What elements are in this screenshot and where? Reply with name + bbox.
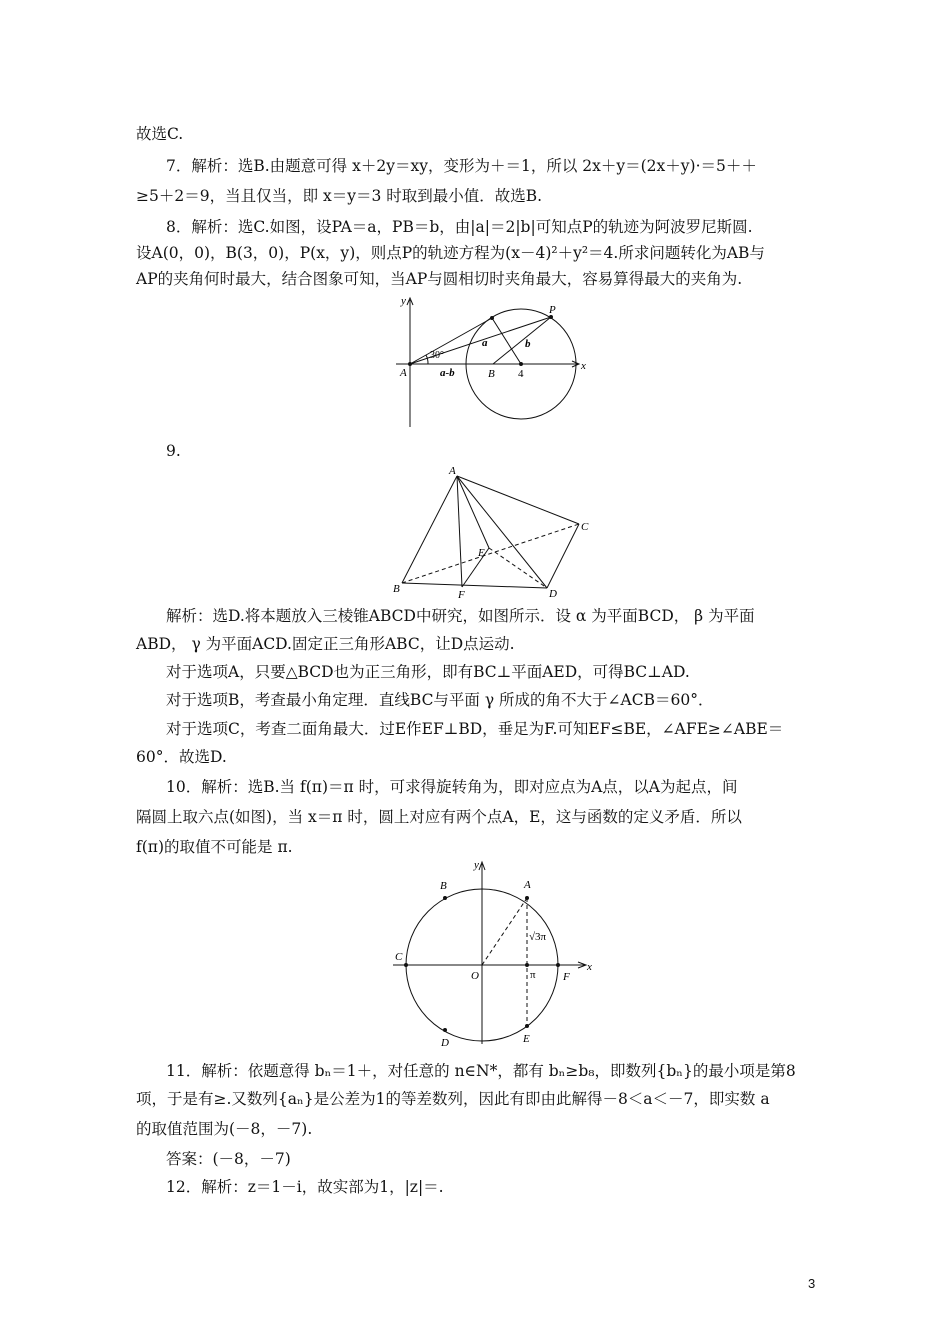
label-b: B	[488, 368, 495, 380]
vector-amb-label: a-b	[440, 367, 455, 379]
edge-bd	[402, 583, 547, 588]
apollonius-circle-figure	[390, 290, 600, 435]
text-line: 10．解析：选B.当 f(π)＝π 时，可求得旋转角为，即对应点为A点，以A为起点，间	[166, 778, 738, 796]
text-line: ABD， γ 为平面ACD.固定正三角形ABC，让D点运动.	[136, 635, 515, 653]
text-line: 对于选项A，只要△BCD也为正三角形，即有BC⊥平面AED，可得BC⊥AD.	[166, 663, 690, 681]
text-line: 9.	[166, 442, 181, 460]
segment-pb	[493, 317, 551, 364]
point-a	[408, 362, 412, 366]
x-label: x	[587, 961, 592, 973]
label-e: E	[523, 1033, 530, 1045]
label-p: P	[549, 304, 556, 316]
angle-label: 30°	[430, 350, 444, 361]
angle-arc	[426, 355, 428, 364]
unit-circle-figure	[390, 858, 600, 1050]
vector-b-label: b	[525, 338, 531, 350]
text-line: f(π)的取值不可能是 π.	[136, 838, 293, 856]
text-line: 11．解析：依题意得 bₙ＝1＋，对任意的 n∈N*，都有 bₙ≥b₈，即数列{bₙ}的最小项是第8	[166, 1062, 796, 1080]
point-f: F	[458, 589, 465, 600]
tetrahedron-figure	[390, 460, 600, 600]
label-sqrt3pi: √3π	[529, 931, 547, 943]
point-center	[519, 362, 523, 366]
y-label: y	[474, 859, 479, 871]
text-line: 8．解析：选C.如图，设PA＝a，PB＝b，由|a|＝2|b|可知点P的轨迹为阿波罗尼斯圆.	[166, 218, 753, 236]
point-e: E	[478, 547, 485, 559]
label-a: A	[524, 879, 531, 891]
label-four: 4	[518, 368, 524, 380]
page-number: 3	[808, 1276, 816, 1291]
label-o: O	[471, 970, 479, 982]
vertex-d: D	[549, 588, 557, 600]
text-line: 对于选项C，考查二面角最大．过E作EF⊥BD，垂足为F.可知EF≤BE，∠AFE≥∠ABE＝	[166, 720, 784, 738]
point-d	[443, 1028, 447, 1032]
text-line: 项，于是有≥.又数列{aₙ}是公差为1的等差数列，因此有即由此解得－8＜a＜－7，即实数 a	[136, 1090, 770, 1108]
text-line: 设A(0，0)，B(3，0)，P(x，y)，则点P的轨迹方程为(x－4)²＋y²＝4.所求问题转化为AB与	[136, 244, 765, 262]
label-a: A	[400, 367, 407, 379]
y-label: y	[401, 295, 406, 307]
text-line: 的取值范围为(－8，－7).	[136, 1120, 313, 1138]
tangent-point	[490, 316, 494, 320]
segment-fe	[462, 548, 489, 587]
point-c	[404, 963, 408, 967]
edge-af	[457, 476, 462, 587]
hidden-edge-bc	[402, 524, 579, 583]
point-e	[525, 1024, 529, 1028]
point-f	[556, 963, 560, 967]
label-b: B	[440, 880, 447, 892]
label-f: F	[563, 971, 570, 983]
label-d: D	[441, 1037, 449, 1049]
text-line: 对于选项B，考查最小角定理．直线BC与平面 γ 所成的角不大于∠ACB＝60°．	[166, 691, 714, 709]
text-line: 7．解析：选B.由题意可得 x＋2y＝xy，变形为＋＝1，所以 2x＋y＝(2x＋y)·＝5＋＋	[166, 157, 757, 175]
vertex-b: B	[393, 583, 400, 595]
vertex-a: A	[449, 465, 456, 477]
vertex-c: C	[581, 521, 589, 533]
text-line: ≥5＋2＝9，当且仅当，即 x＝y＝3 时取到最小值．故选B.	[136, 187, 543, 205]
point-pi	[525, 963, 529, 967]
text-line: 故选C.	[136, 125, 184, 143]
text-line: 12．解析：z＝1－i，故实部为1，|z|＝.	[166, 1178, 444, 1196]
edge-ad	[457, 476, 547, 588]
text-line: 解析：选D.将本题放入三棱锥ABCD中研究，如图所示．设 α 为平面BCD， β 为平面	[166, 607, 755, 625]
answer-line: 答案：(－8，－7)	[166, 1150, 291, 1168]
point-b	[443, 896, 447, 900]
label-pi: π	[530, 969, 536, 981]
radius-line	[492, 318, 521, 364]
edge-cd	[547, 524, 579, 588]
text-line: 60°．故选D.	[136, 748, 227, 766]
text-line: AP的夹角何时最大，结合图象可知，当AP与圆相切时夹角最大，容易算得最大的夹角为.	[136, 270, 743, 288]
x-label: x	[581, 360, 586, 372]
label-c: C	[395, 951, 403, 963]
hidden-segment-ed	[489, 548, 547, 588]
point-a	[525, 896, 529, 900]
vector-a-label: a	[482, 337, 488, 349]
radius-oa	[482, 898, 527, 965]
text-line: 隔圆上取六点(如图)，当 x＝π 时，圆上对应有两个点A，E，这与函数的定义矛盾．所以	[136, 808, 742, 826]
